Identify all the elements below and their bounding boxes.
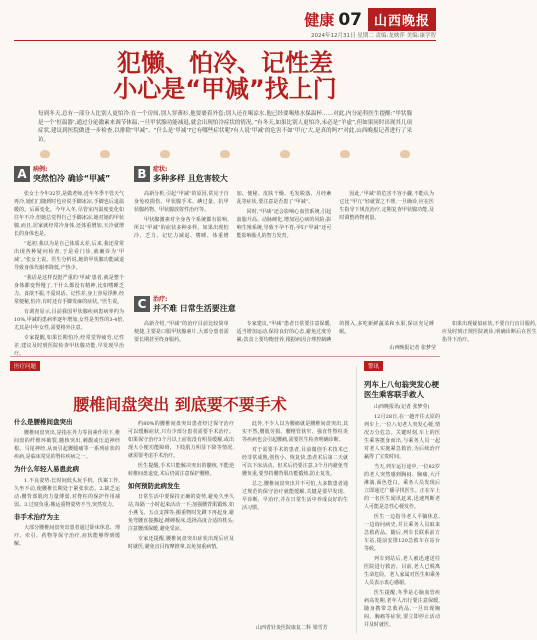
section-b-para: 因此,“甲减”的危害不容小觑,不能认为它比“甲亢”轻就置之不理,一旦确诊,应在医生指导下规范治疗,定期复查甲状腺功能,及时调整药物剂量。 (339, 191, 434, 221)
paragraph: 列车到站后,老人被迅速送往医院进行救治。目前,老人已脱离生命危险。老人家属对医生和乘务人员表示衷心感谢。 (364, 555, 440, 586)
subheading: 为什么年轻人易患此病 (14, 465, 79, 474)
right-news-box (364, 380, 440, 635)
paragraph: 当天,列车运行途中,一位82岁的老人突然感到胸闷、胸痛,大汗淋漓,面色苍白。乘务人员发现后立即通过广播寻找医生。正在车上的一名医生闻讯赶来,迅速判断老人可能是急性心梗发作。 (364, 463, 440, 510)
section-b-kicker: 症状: (153, 166, 168, 173)
paragraph: 大部分腰椎间盘突出患者通过卧床休息、理疗、牵引、药物等保守治疗,症状能够得到缓解。 (14, 525, 120, 548)
paragraph: 总之,腰椎间盘突出并不可怕,大多数患者通过规范的保守治疗就能缓解,关键是要早发现、早诊断、早治疗,并在日常生活中养成良好的生活习惯。 (242, 481, 348, 511)
paragraph: 腰椎间盘突出,是指在外力等因素作用下,椎间盘的纤维环破裂,髓核突出,刺激或压迫神经根、马尾神经,从而引起腰腿痛等一系列症状的疾病,是临床常见的脊柱疾病之一。 (14, 430, 120, 461)
paragraph: 专家还提醒,腰椎间盘突出症状出现后应及时就医,避免盲目按摩推拿,以免加重病情。 (128, 536, 234, 551)
paragraph: 对于需要手术的患者,目前微创手术技术已经非常成熟,创伤小、恢复快,患者术后第二天就可以下床活动。但术后仍要注意,3个月内避免弯腰负重,要坚持腰背肌功能锻炼,防止复发。 (242, 447, 348, 477)
section-b-para: 高新分析,引起“甲减”的原因,常见于自身免疫损伤、甲状腺手术、碘过量、抗甲状腺药物、甲状腺放射性治疗等。 (134, 191, 229, 213)
subheading: 非手术治疗为主 (14, 512, 60, 521)
bottom-headline: 腰椎间盘突出 到底要不要手术 (73, 395, 287, 414)
paragraph: 此外,不少人以为腰痛就是腰椎间盘突出,其实不然,腰肌劳损、腰椎管狭窄、强直性脊柱炎等疾病也会引起腰痛,需要医生检查明确诊断。 (242, 421, 348, 443)
paper-logo: 山西晚报 (368, 8, 436, 31)
section-b-body (134, 190, 434, 292)
section-c-para: 如果出现疑似症状,不要自行盲目服药,应及时到正规医院就诊,明确诊断后在医生指导下治疗。 (441, 321, 537, 343)
paragraph: 12月28日,在一趟开往太原的列车上,一位八旬老人突发心梗,情况万分危急。关键时刻,车上的医生乘客挺身而出,与乘务人员一起对老人实施紧急救治,为后续治疗赢得了宝贵时间。 (364, 413, 440, 460)
section-b-para: 甲状腺激素对全身各个系统都有影响,所以“甲减”的症状多种多样。如果出现怕冷、乏力、记忆力减退、嗜睡、体重增加、便秘、皮肤干燥、毛发脱落、月经紊乱等症状,要注意是否患了“甲减”。 (134, 191, 332, 239)
section-c-body (134, 320, 537, 346)
section-c-para: 专家建议,“甲减”患者日常要注意保暖,适当增加运动,保持良好的心态,避免过度劳累;饮食上要均衡营养,根据病因合理控制碘的摄入,多吃新鲜蔬菜和水果,保证充足睡眠。 (236, 321, 434, 343)
paragraph: 约80%的腰椎间盘突出患者经过保守治疗可以缓解症状,只有少部分患者需要手术治疗。如果保守治疗3个月以上症状没有明显缓解,或出现大小便功能障碍、下肢肌力明显下降等情况,就需要考虑手术治疗。 (128, 421, 234, 459)
paragraph: 医生提醒,冬季是心脑血管疾病高发期,老年人出行要注意保暖,随身携带急救药品,一旦出现胸闷、胸痛等症状,要立即停止活动并及时就医。 (364, 589, 440, 628)
paragraph: 医生一边指导老人平躺休息,一边询问病史,并让乘务人员取来急救药品。随后,列车长联系前方车站,提前安排120急救车在站台等候。 (364, 513, 440, 552)
bottom-col-2 (128, 420, 234, 634)
left-column-tab: 医疗问题 (10, 361, 40, 371)
subheading: 如何预防此病发生 (128, 482, 180, 490)
paragraph: 1.不良姿势:长时间低头玩手机、伏案工作,久坐不动,使腰椎长期处于紧张状态。2.缺乏运动:腰背部肌肉力量薄弱,对脊柱的保护作用减弱。3.过度负重:搬运重物姿势不当,突然发力。 (14, 477, 120, 508)
section-a-kicker: 病例: (33, 166, 48, 173)
section-a-para: 专家提醒,如果长期怕冷,经常觉得疲劳,记性差,建议及时到医院检查甲状腺功能,早发现早治疗。 (14, 335, 124, 357)
section-name: 健康 (304, 11, 335, 29)
paragraph: 日常生活中要保持正确的姿势,避免久坐久站,每隔一小时起来活动一下;加强腰背肌锻炼,如小燕飞、五点支撑等;搬重物时先蹲下再起身,避免弯腰直接搬起;睡硬板床,选择高度合适的枕头;注意腰部保暖,避免受凉。 (128, 494, 234, 533)
headline-line-1: 犯懒、怕冷、记性差 (117, 49, 333, 77)
main-headline (0, 50, 450, 103)
section-c-badge: C (134, 296, 150, 312)
section-b-marker (134, 166, 228, 184)
right-column-tab: 警讯 (364, 361, 383, 371)
masthead (304, 8, 436, 31)
section-c-title: 并不难 日常生活要注意 (153, 303, 236, 313)
right-news-title: 列车上八旬翁突发心梗 医生乘客联手救人 (364, 380, 439, 399)
section-b-badge: B (134, 166, 150, 182)
section-b-title: 多种多样 且危害较大 (153, 173, 228, 183)
column-divider (356, 366, 357, 634)
section-a-body (14, 190, 124, 357)
bottom-col-1 (14, 414, 120, 634)
bottom-signoff: 山西省针灸医院康复二科 梁雪芳 (256, 625, 328, 631)
figure-illustration-strip (40, 148, 410, 160)
section-a-para: “我话是这样没挺严重的‘甲减’患者,就是整个身体都变得慢了,干什么都没有精神,比如嗜睡乏力、食欲不振,不爱说话、记性差,身上容易浮肿,经常便秘,怕冷,有时还有手脚发麻的症状。”医生说。 (14, 275, 124, 305)
dateline: 2024年12月31日 星期二 责编:龙映萍 美编:康学智 (311, 33, 436, 39)
section-c-para: 高新介绍,“甲减”的治疗目前比较简单便捷,主要是口服甲状腺素片,大部分患者需要长期甚至终身服药。 (134, 321, 229, 343)
right-news-body (364, 403, 440, 635)
section-c-signoff: 山西晚报记者 张梦莹 (389, 345, 436, 351)
section-a-marker (14, 166, 110, 184)
section-a-para: 有调查显示,目前我国甲状腺疾病患病率约为10%,甲减的患病率逐年增加,女性是男性的3-4倍,尤其是中年女性,需要格外注意。 (14, 309, 124, 331)
section-c-marker (134, 296, 236, 314)
section-b-para: 同时,“甲减”还会影响心血管系统,引起血脂升高、动脉硬化,增加冠心病的风险;影响生殖系统,导致不孕不育;孕妇“甲减”还可能影响胎儿的智力发育。 (236, 209, 332, 239)
paragraph: 医生提醒,手术只能解决突出的髓核,不能逆转椎间盘退变,术后仍需注意保护腰椎。 (128, 463, 234, 477)
right-news-meta: 山西晚报讯(记者 张梦莹) (374, 403, 430, 410)
subheading: 什么是腰椎间盘突出 (14, 418, 73, 426)
section-a-para: 张女士今年32岁,是做老师,近年冬季不管天气再冷,她们门随到时也应说手脚冰凉,手脚也后退温暖的。后面变化。今年入冬,尽管室内温度变化如往年不冷,但她总觉得自己手脚冰凉,她对她的甲状腺,而且,居家就经常冷身体,还体重增加,天冷就增长的身体也是。 (14, 191, 124, 237)
section-c-kicker: 治疗: (153, 296, 168, 303)
bottom-col-3 (242, 420, 348, 620)
lead-paragraph: 每到冬天,总有一部分人比别人更怕冷:在一个房间,别人穿薄衫,他要裹着外套;别人还在喝凉水,他已经要喝热水保温杯……对此,内分泌科医生提醒:“甲状腺是一个‘恒温器’,通过分泌激素来调节体温,一旦甲状腺功能减退,就会出现怕冷症状的情况。”有冬天,如果比别人更怕冷,未必是“羊虚”,但如果同时出现其几项症状,建议到医院做进一步检查,以排除“甲减”。“什么是‘甲减’?它有哪些症状呢?有人说‘甲减’的危害不如‘甲亢’大,是真的吗?”对此,山西晚报记者进行了采访。 (38, 111, 412, 143)
headline-line-2: 小心是“甲减”找上门 (113, 75, 337, 104)
header-rule (14, 40, 436, 41)
page-number: 07 (338, 9, 362, 30)
section-a-badge: A (14, 166, 30, 182)
section-a-para: “起初,我以为是自己体质太差,后来,我还常常出现各种疑问检查,于是看门诊,就确诊为‘甲减’。”张女士说。医生分析说,她的甲状腺功能减退导致身体代谢率降低,产热少。 (14, 241, 124, 271)
band-divider (10, 356, 440, 357)
section-a-title: 突然怕冷 确诊“甲减” (33, 173, 111, 183)
